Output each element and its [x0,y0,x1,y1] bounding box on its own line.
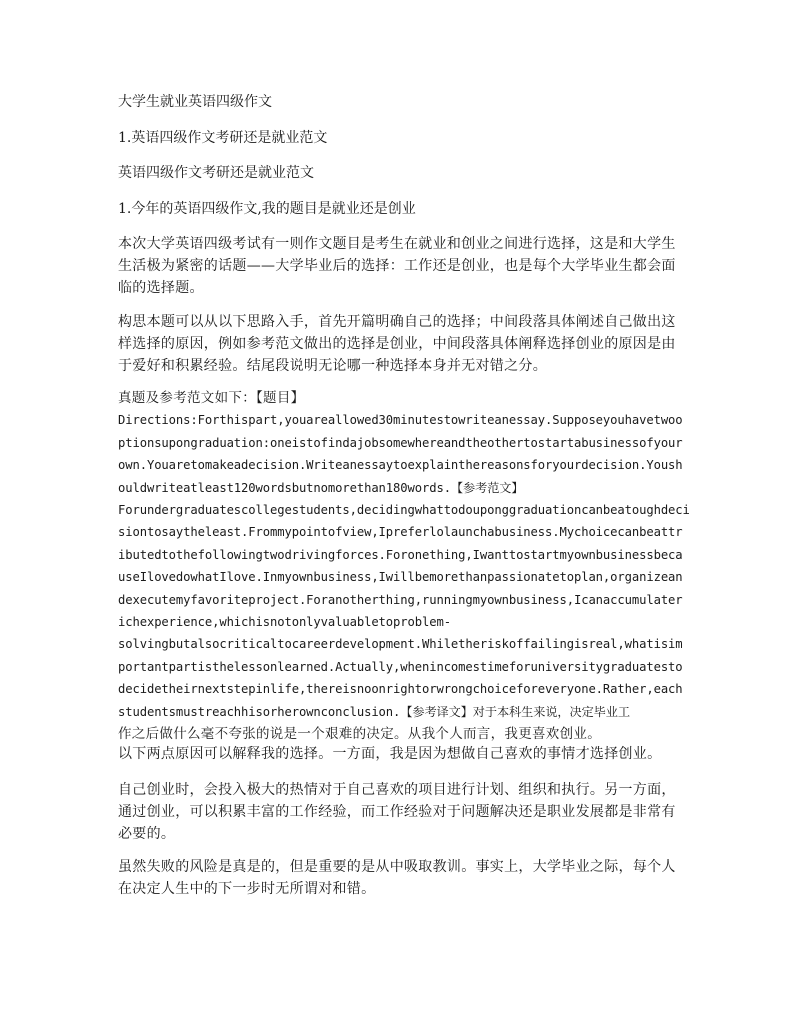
essay-line: ptionsupongraduation:oneistofindajobsomewhereandtheothertostartabusinessofyour [118,435,683,450]
essay-text: 真题及参考范文如下：【题目】 [118,390,305,406]
essay-line: Directions:Forthispart,youareallowed30minutestowriteanessay.Supposeyouhavetwoo [118,413,683,428]
heading-3: 1.今年的英语四级作文,我的题目是就业还是创业 [118,201,416,217]
essay-line: useIlovedowhatIlove.Inmyownbusiness,Iwillbemorethanpassionatetoplan,organizean [118,570,683,585]
paragraph-intro: 本次大学英语四级考试有一则作文题目是考生在就业和创业之间进行选择，这是和大学生生活极为紧密的话题——大学毕业后的选择：工作还是创业，也是每个大学毕业生都会面临的选择题。 [118,236,676,296]
paragraph-passion: 自己创业时，会投入极大的热情对于自己喜欢的项目进行计划、组织和执行。另一方面，通过创业，可以积累丰富的工作经验，而工作经验对于问题解决还是职业发展都是非常有必要的。 [118,782,676,842]
paragraph-reasons: 以下两点原因可以解释我的选择。一方面，我是因为想做自己喜欢的事情才选择创业。 [118,746,662,762]
paragraph-approach: 构思本题可以从以下思路入手，首先开篇明确自己的选择；中间段落具体阐述自己做出这样选择的原因，例如参考范文做出的选择是创业，中间段落具体阐释选择创业的原因是由于爱好和积累经验。结尾段说明无论哪一种选择本身并无对错之分。 [118,314,676,374]
essay-line: own.Youaretomakeadecision.Writeanessaytoexplainthereasonsforyourdecision.Yoush [118,458,683,473]
essay-line [118,387,686,409]
essay-line: siontosaytheleast.Frommypointofview,Ipreferlolaunchabusiness.Mychoicecanbeattr [118,525,683,540]
essay-line: ouldwriteatleast120wordsbutnomorethan180words.【参考范文】 [118,480,524,495]
essay-block [118,387,690,746]
essay-line: Forundergraduatescollegestudents,decidingwhattodouponggraduationcanbeatoughdeci [118,503,690,518]
essay-line: ibutedtothefollowingtwodrivingforces.Foronething,Iwanttostartmyownbusinessbeca [118,547,683,562]
heading-2: 英语四级作文考研还是就业范文 [118,165,314,181]
essay-line: dexecutemyfavoriteproject.Foranotherthing,runningmyownbusiness,Icanaccumulater [118,592,683,607]
essay-line: solvingbutalsocriticaltocareerdevelopment.Whiletheriskoffailingisreal,whatisim [118,637,683,652]
essay-line: portantpartisthelessonlearned.Actually,whenincomestimeforuniversitygraduatesto [118,659,683,674]
essay-line: studentsmustreachhisorherownconclusion.【参考译文】对于本科生来说，决定毕业工 [118,704,630,719]
essay-text: 作之后做什么毫不夸张的说是一个艰难的决定。从我个人而言，我更喜欢创业。 [118,726,601,743]
essay-line: decidetheirnextstepinlife,thereisnoonrightorwrongchoiceforeveryone.Rather,each [118,682,683,697]
essay-line: ichexperience,whichisnotonlyvaluabletoproblem- [118,615,451,630]
heading-1: 1.英语四级作文考研还是就业范文 [118,130,328,146]
paragraph-risk: 虽然失败的风险是真是的，但是重要的是从中吸取教训。事实上，大学毕业之际，每个人在决定人生中的下一步时无所谓对和错。 [118,859,676,897]
document-title: 大学生就业英语四级作文 [118,94,272,110]
